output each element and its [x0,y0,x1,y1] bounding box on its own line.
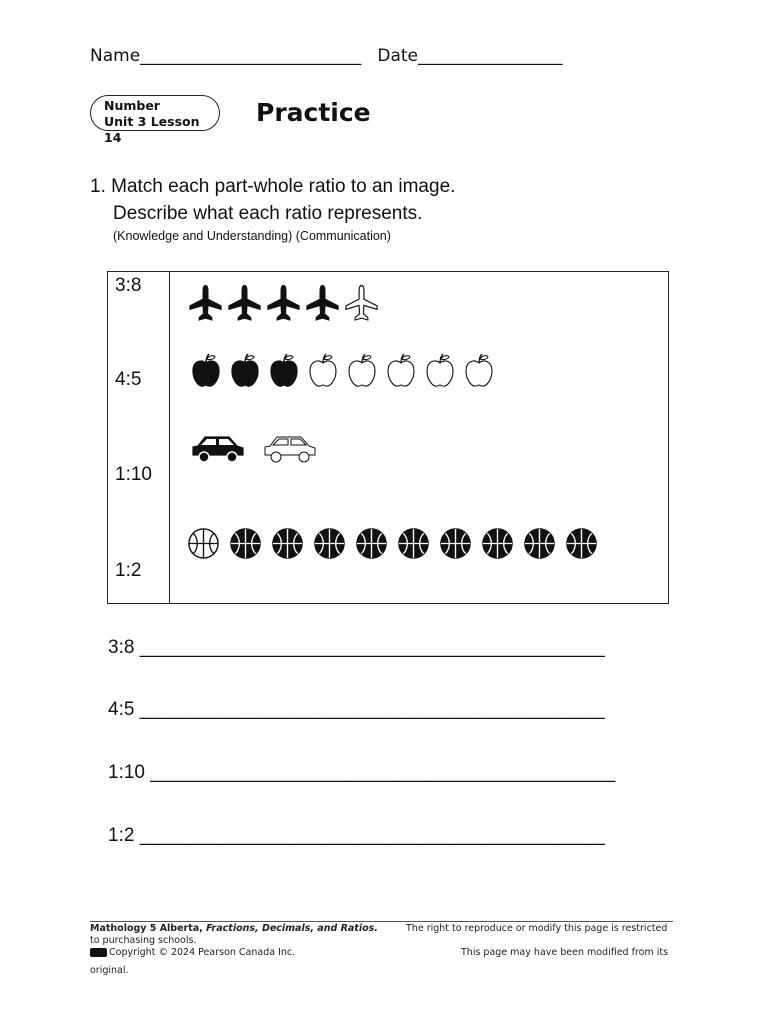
name-date-line [90,46,563,66]
date-field[interactable]: _________________ [418,46,563,66]
footer-modified: This page may have been modified from its [461,947,669,958]
apple-outline-icon [386,352,416,393]
footer-copyright [90,947,295,958]
apple-outline-icon [308,352,338,393]
ratio-label-4: 1:2 [115,560,142,581]
question-line-2: Describe what each ratio represents. [113,203,423,224]
answer-blank[interactable]: ____________________________________________ [150,762,616,783]
ratio-label-2: 4:5 [115,369,142,390]
answer-ratio: 1:2 [108,825,135,846]
ratio-label-3: 1:10 [115,464,152,485]
ratio-label-1: 3:8 [115,275,142,296]
name-label: Name [90,46,141,66]
answer-blank[interactable]: ____________________________________________ [139,699,605,720]
airplane-icon [227,284,262,327]
apple-outline-icon [464,352,494,393]
airplane-icon [305,284,340,327]
basketball-row [187,527,598,565]
airplane-icon [188,284,223,327]
car-icon [191,433,245,470]
footer-rights: The right to reproduce or modify this page is restricted [406,923,668,934]
basketball-icon [229,527,262,565]
airplane-row [188,284,379,327]
answer-line-4[interactable] [108,825,605,847]
answer-blank[interactable]: ____________________________________________ [139,825,605,846]
apple-icon [269,352,299,393]
table-divider [169,271,170,604]
page-title: Practice [256,98,371,127]
footer-copyright-text: Copyright © 2024 Pearson Canada Inc. [109,947,296,958]
airplane-icon [266,284,301,327]
basketball-outline-icon [187,527,220,565]
footer-book-name: Mathology 5 Alberta, [90,923,207,934]
apple-outline-icon [425,352,455,393]
apple-icon [230,352,260,393]
badge-lesson: Unit 3 Lesson 14 [104,114,200,145]
lesson-badge [90,95,220,145]
apple-outline-icon [347,352,377,393]
answer-line-2[interactable] [108,699,605,721]
answer-line-3[interactable] [108,762,615,784]
answer-ratio: 1:10 [108,762,145,783]
basketball-icon [439,527,472,565]
basketball-icon [523,527,556,565]
answer-line-1[interactable] [108,637,605,659]
airplane-outline-icon [344,284,379,327]
basketball-icon [481,527,514,565]
basketball-icon [397,527,430,565]
footer-book-title: Fractions, Decimals, and Ratios. [206,923,378,934]
apple-row [191,352,494,393]
apple-icon [191,352,221,393]
basketball-icon [355,527,388,565]
basketball-icon [313,527,346,565]
basketball-icon [271,527,304,565]
question-text [90,173,455,227]
question-line-1: 1. Match each part-whole ratio to an image. [90,176,456,197]
footer-book [90,923,378,934]
answer-blank[interactable]: ____________________________________________ [139,637,605,658]
pearson-logo-icon [90,948,107,957]
answer-ratio: 3:8 [108,637,135,658]
car-outline-icon [263,433,317,470]
footer-rule [90,921,673,922]
car-row [191,433,317,470]
answer-ratio: 4:5 [108,699,135,720]
question-skills: (Knowledge and Understanding) (Communication) [113,229,391,243]
footer-rights-cont: to purchasing schools. [90,935,197,946]
date-label: Date [377,46,419,66]
footer-modified-cont: original. [90,965,129,976]
badge-strand: Number [104,98,160,113]
name-field[interactable]: __________________________ [140,46,362,66]
basketball-icon [565,527,598,565]
